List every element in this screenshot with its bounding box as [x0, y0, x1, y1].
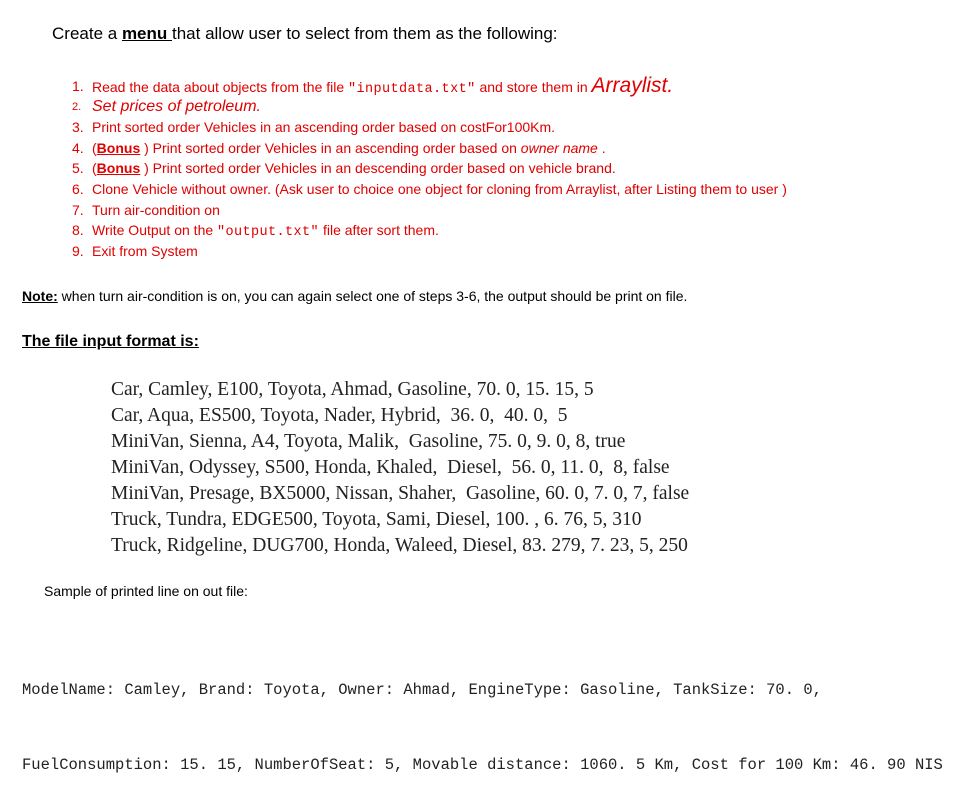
sample-output-block	[22, 628, 943, 803]
input-data-line: Car, Camley, E100, Toyota, Ahmad, Gasoline, 70. 0, 15. 15, 5	[111, 379, 594, 400]
menu-item-6	[60, 179, 787, 200]
input-data-line: Truck, Ridgeline, DUG700, Honda, Waleed, Diesel, 83. 279, 7. 23, 5, 250	[111, 535, 688, 556]
menu-item-5	[60, 158, 787, 179]
note-paragraph	[22, 288, 687, 304]
menu-item-text: Read the data about objects from the file	[92, 79, 349, 95]
menu-item-text: .	[597, 139, 606, 156]
menu-item-text: Write Output on the	[92, 222, 218, 239]
menu-item-1	[60, 76, 787, 97]
menu-item-number: 6.	[72, 180, 84, 197]
menu-item-number: 7.	[72, 201, 84, 218]
menu-item-text: Clone Vehicle without owner. (Ask user to choice one object for cloning from Arraylist, after Listing them to user )	[92, 180, 787, 197]
menu-item-number: 2.	[72, 100, 82, 113]
menu-item-number: 1.	[72, 78, 84, 94]
menu-item-text: and store them in	[475, 79, 592, 95]
input-data-line: MiniVan, Sienna, A4, Toyota, Malik, Gasoline, 75. 0, 9. 0, 8, true	[111, 431, 626, 452]
menu-item-text: Turn air-condition on	[92, 201, 220, 218]
menu-item-9	[60, 241, 787, 262]
menu-item-text: (	[92, 139, 97, 156]
input-file-name: "inputdata.txt"	[348, 82, 476, 97]
menu-item-text: Exit from System	[92, 242, 198, 259]
menu-item-number: 9.	[72, 242, 84, 259]
intro-suffix: that allow user to select from them as the following:	[172, 24, 558, 43]
menu-item-number: 8.	[72, 222, 84, 239]
menu-item-number: 4.	[72, 139, 84, 156]
sample-heading: Sample of printed line on out file:	[44, 583, 248, 599]
menu-item-number: 5.	[72, 160, 84, 177]
intro-keyword: menu	[121, 24, 172, 43]
intro-prefix: Create a	[52, 24, 122, 43]
intro-heading	[52, 24, 558, 44]
menu-list	[60, 76, 787, 261]
menu-item-4	[60, 138, 787, 159]
input-data-line: Car, Aqua, ES500, Toyota, Nader, Hybrid, 36. 0, 40. 0, 5	[111, 405, 568, 426]
menu-item-number: 3.	[72, 119, 84, 136]
menu-item-text: Print sorted order Vehicles in an ascending order based on costFor100Km.	[92, 119, 556, 136]
input-data-block	[111, 377, 689, 559]
menu-item-7	[60, 200, 787, 221]
output-file-name: "output.txt"	[217, 225, 320, 241]
note-label: Note:	[22, 288, 58, 304]
input-format-heading: The file input format is:	[22, 333, 199, 350]
menu-item-2	[60, 97, 787, 118]
input-data-line: MiniVan, Presage, BX5000, Nissan, Shaher, Gasoline, 60. 0, 7. 0, 7, false	[111, 483, 690, 504]
menu-item-text: file after sort them.	[319, 222, 439, 239]
input-data-line: Truck, Tundra, EDGE500, Toyota, Sami, Diesel, 100. , 6. 76, 5, 310	[111, 509, 642, 530]
sample-output-line: FuelConsumption: 15. 15, NumberOfSeat: 5, Movable distance: 1060. 5 Km, Cost for 100 Km: 46. 90 NIS	[22, 756, 943, 774]
bonus-label: Bonus	[96, 139, 141, 156]
sample-output-line: ModelName: Camley, Brand: Toyota, Owner: Ahmad, EngineType: Gasoline, TankSize: 70. 0,	[22, 681, 822, 699]
menu-item-text: (	[92, 160, 97, 177]
arraylist-emphasis: Arraylist.	[591, 74, 674, 97]
owner-name-emphasis: owner name	[520, 139, 598, 156]
menu-item-text: Set prices of petroleum.	[92, 97, 261, 115]
menu-item-text: ) Print sorted order Vehicles in an descending order based on vehicle brand.	[140, 160, 616, 177]
bonus-label: Bonus	[96, 160, 141, 177]
menu-item-8	[60, 220, 787, 241]
menu-item-text: ) Print sorted order Vehicles in an ascending order based on	[140, 139, 521, 156]
menu-item-3	[60, 117, 787, 138]
note-text: when turn air-condition is on, you can again select one of steps 3-6, the output should be print on file.	[57, 288, 688, 304]
input-data-line: MiniVan, Odyssey, S500, Honda, Khaled, Diesel, 56. 0, 11. 0, 8, false	[111, 457, 670, 478]
